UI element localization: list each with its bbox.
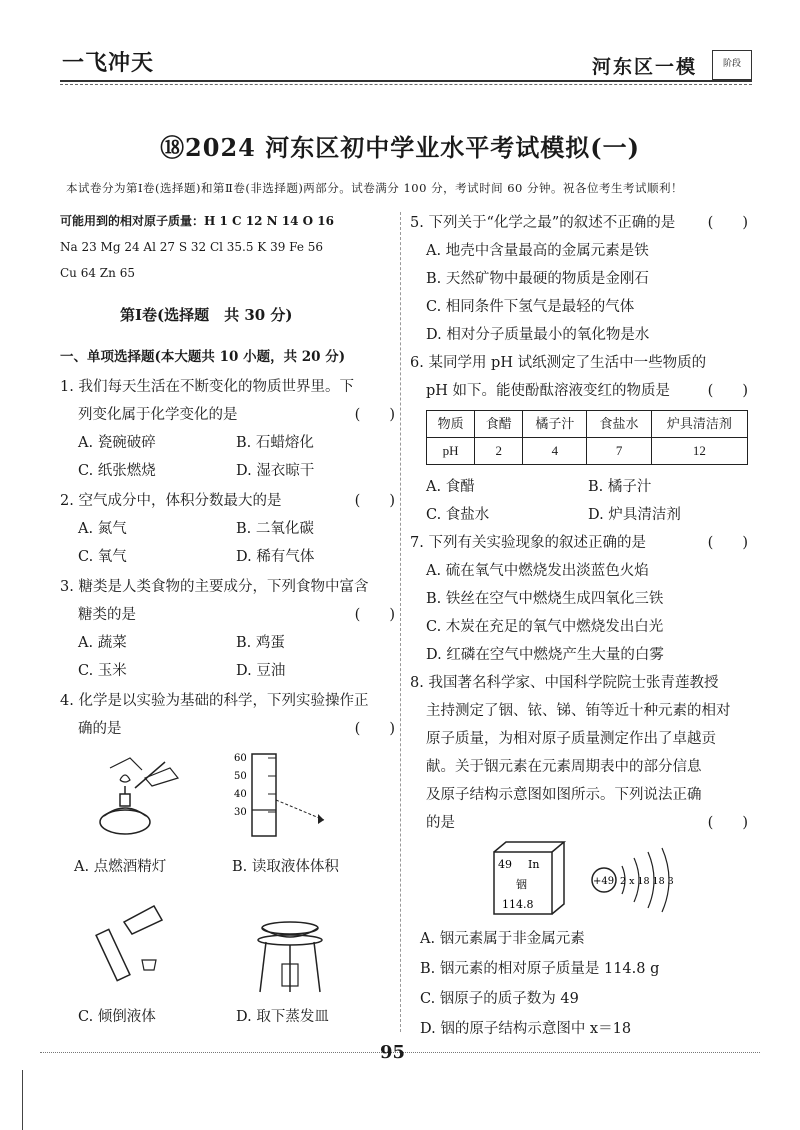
ph-table-row	[427, 438, 748, 465]
q2-stem: 2. 空气成分中，体积分数最大的是	[60, 493, 282, 509]
q3-stem-2: 糖类的是	[78, 607, 136, 623]
q8-stem: 8. 我国著名科学家、中国科学院院士张青莲教授	[410, 675, 719, 691]
q7-answer-paren[interactable]: ( )	[707, 535, 748, 551]
indium-nucleus-charge: +49	[593, 876, 615, 887]
q1-answer-paren[interactable]: ( )	[354, 407, 395, 423]
q1-option-b[interactable]: B. 石蜡熔化	[236, 435, 314, 451]
exam-region-label: 河东区一模	[592, 56, 698, 78]
q7-stem: 7. 下列有关实验现象的叙述正确的是	[410, 535, 646, 551]
indium-element-cell	[490, 840, 570, 920]
q2-answer-paren[interactable]: ( )	[354, 493, 395, 509]
graduated-cylinder-illustration	[232, 750, 342, 840]
ph-table-header: 橘子汁	[523, 411, 587, 438]
q3-answer-paren[interactable]: ( )	[354, 607, 395, 623]
ph-table-header: 食盐水	[587, 411, 651, 438]
q3-option-d[interactable]: D. 豆油	[236, 663, 286, 679]
q8-option-b[interactable]: B. 铟元素的相对原子质量是 114.8 g	[420, 961, 660, 977]
q4-option-a[interactable]: A. 点燃酒精灯	[74, 859, 167, 875]
ph-table-cell: 2	[475, 438, 523, 465]
indium-atomic-number: 49	[498, 858, 512, 871]
ph-table-cell: 12	[651, 438, 747, 465]
paper-intro: 本试卷分为第Ⅰ卷(选择题)和第Ⅱ卷(非选择题)两部分。试卷满分 100 分，考试时间 60 分钟。祝各位考生考试顺利！	[66, 181, 684, 195]
brand-logo: 一飞冲天	[62, 51, 155, 76]
part-1-title: 一、单项选择题(本大题共 10 小题，共 20 分)	[60, 349, 346, 365]
q5-option-a[interactable]: A. 地壳中含量最高的金属元素是铁	[426, 243, 649, 259]
q7-option-c[interactable]: C. 木炭在充足的氧气中燃烧发出白光	[426, 619, 664, 635]
column-divider	[400, 212, 401, 1032]
q7-option-a[interactable]: A. 硫在氧气中燃烧发出淡蓝色火焰	[426, 563, 649, 579]
q2-option-d[interactable]: D. 稀有气体	[236, 549, 315, 565]
left-column	[60, 210, 395, 1030]
q6-option-b[interactable]: B. 橘子汁	[588, 479, 652, 495]
q8-option-c[interactable]: C. 铟原子的质子数为 49	[420, 991, 579, 1007]
q2-option-c[interactable]: C. 氧气	[78, 549, 127, 565]
page-number: 95	[380, 1042, 406, 1063]
indium-atomic-structure-diagram	[590, 840, 710, 920]
q5-option-c[interactable]: C. 相同条件下氢气是最轻的气体	[426, 299, 635, 315]
q6-option-c[interactable]: C. 食盐水	[426, 507, 490, 523]
ph-table-header-row	[427, 411, 748, 438]
q8-stem-2: 主持测定了铟、铱、锑、铕等近十种元素的相对	[426, 703, 731, 719]
q6-stem-2: pH 如下。能使酚酞溶液变红的物质是	[426, 383, 671, 399]
q3-option-a[interactable]: A. 蔬菜	[78, 635, 127, 651]
q8-stem-6: 的是	[426, 815, 455, 831]
ph-table-header: 物质	[427, 411, 475, 438]
q5-option-b[interactable]: B. 天然矿物中最硬的物质是金刚石	[426, 271, 649, 287]
q6-stem: 6. 某同学用 pH 试纸测定了生活中一些物质的	[410, 355, 707, 371]
q1-stem: 1. 我们每天生活在不断变化的物质世界里。下	[60, 379, 354, 395]
header-rule	[60, 80, 752, 82]
q4-answer-paren[interactable]: ( )	[354, 721, 395, 737]
q3-stem: 3. 糖类是人类食物的主要成分，下列食物中富含	[60, 579, 369, 595]
q8-stem-3: 原子质量，为相对原子质量测定作出了卓越贡	[426, 731, 716, 747]
q8-answer-paren[interactable]: ( )	[707, 815, 748, 831]
cylinder-tick-30: 30	[234, 807, 247, 818]
q8-option-d[interactable]: D. 铟的原子结构示意图中 x＝18	[420, 1021, 632, 1037]
cylinder-tick-40: 40	[234, 789, 247, 800]
q5-option-d[interactable]: D. 相对分子质量最小的氧化物是水	[426, 327, 650, 343]
indium-electron-shells: 2 x 18 18 3	[620, 876, 674, 887]
q8-stem-5: 及原子结构示意图如图所示。下列说法正确	[426, 787, 702, 803]
right-column	[410, 212, 748, 1037]
binding-edge	[22, 1070, 23, 1130]
header-rule-dashed	[60, 84, 752, 85]
q1-stem-2: 列变化属于化学变化的是	[78, 407, 238, 423]
indium-name: 铟	[516, 878, 527, 891]
section-1-title: 第Ⅰ卷(选择题 共 30 分)	[120, 306, 293, 324]
evaporating-dish-illustration	[250, 900, 330, 996]
stage-box	[712, 50, 752, 80]
atomic-mass-line-2: Na 23 Mg 24 Al 27 S 32 Cl 35.5 K 39 Fe 56	[60, 240, 324, 254]
cylinder-tick-60: 60	[234, 753, 247, 764]
ph-table-cell: 7	[587, 438, 651, 465]
q2-option-b[interactable]: B. 二氧化碳	[236, 521, 314, 537]
q6-option-a[interactable]: A. 食醋	[426, 479, 475, 495]
indium-atomic-mass: 114.8	[502, 898, 534, 911]
q2-option-a[interactable]: A. 氮气	[78, 521, 127, 537]
q5-stem: 5. 下列关于“化学之最”的叙述不正确的是	[410, 215, 676, 231]
ph-table	[426, 410, 748, 465]
q3-option-b[interactable]: B. 鸡蛋	[236, 635, 285, 651]
q6-answer-paren[interactable]: ( )	[707, 383, 748, 399]
q8-stem-4: 献。关于铟元素在元素周期表中的部分信息	[426, 759, 702, 775]
q1-option-c[interactable]: C. 纸张燃烧	[78, 463, 156, 479]
q4-stem-2: 确的是	[78, 721, 122, 737]
q7-option-b[interactable]: B. 铁丝在空气中燃烧生成四氧化三铁	[426, 591, 664, 607]
ph-table-row-label: pH	[427, 438, 475, 465]
paper-title: ⑱2024 河东区初中学业水平考试模拟(一)	[160, 133, 640, 162]
indium-symbol: In	[528, 858, 540, 871]
atomic-mass-line-1: 可能用到的相对原子质量：H 1 C 12 N 14 O 16	[60, 214, 335, 228]
cylinder-tick-50: 50	[234, 771, 247, 782]
q1-option-d[interactable]: D. 湿衣晾干	[236, 463, 315, 479]
alcohol-lamp-lighting-illustration	[90, 750, 180, 840]
q3-option-c[interactable]: C. 玉米	[78, 663, 127, 679]
q7-option-d[interactable]: D. 红磷在空气中燃烧产生大量的白雾	[426, 647, 664, 663]
ph-table-header: 食醋	[475, 411, 523, 438]
q5-answer-paren[interactable]: ( )	[707, 215, 748, 231]
q8-option-a[interactable]: A. 铟元素属于非金属元素	[420, 931, 585, 947]
q4-option-b[interactable]: B. 读取液体体积	[232, 859, 339, 875]
ph-table-cell: 4	[523, 438, 587, 465]
q4-option-d[interactable]: D. 取下蒸发皿	[236, 1009, 329, 1025]
q4-option-c[interactable]: C. 倾倒液体	[78, 1009, 156, 1025]
q4-stem: 4. 化学是以实验为基础的科学，下列实验操作正	[60, 693, 369, 709]
stage-box-label: 阶段	[722, 59, 741, 69]
q6-option-d[interactable]: D. 炉具清洁剂	[588, 507, 681, 523]
pouring-liquid-illustration	[96, 900, 186, 990]
ph-table-header: 炉具清洁剂	[651, 411, 747, 438]
atomic-mass-line-3: Cu 64 Zn 65	[60, 266, 135, 280]
q1-option-a[interactable]: A. 瓷碗破碎	[78, 435, 156, 451]
